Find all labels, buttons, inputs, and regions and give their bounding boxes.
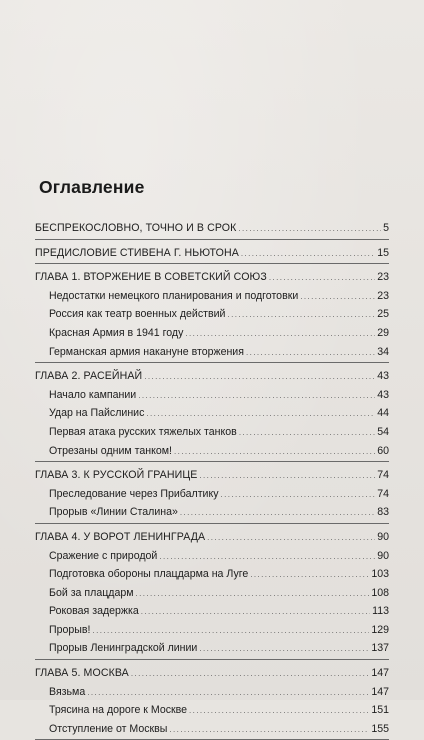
toc-entry-page: 60 (377, 444, 389, 457)
toc-entry-page: 103 (371, 568, 389, 581)
toc-entry-page: 113 (372, 605, 389, 618)
dot-leader (269, 269, 375, 288)
toc-entry-text: Отрезаны одним танком! (49, 444, 172, 457)
dot-leader (189, 702, 369, 721)
dot-leader (174, 443, 375, 462)
toc-subentry (35, 602, 389, 621)
dot-leader (131, 665, 369, 684)
toc-entry-page: 137 (371, 642, 389, 655)
toc-section (35, 219, 389, 240)
dot-leader (159, 548, 375, 567)
toc-entry-page: 5 (383, 222, 389, 234)
toc-section (35, 244, 389, 265)
toc-entry-page: 54 (377, 425, 389, 438)
toc-entry-text: ПРЕДИСЛОВИЕ СТИВЕНА Г. НЬЮТОНА (35, 246, 239, 259)
toc-section (35, 466, 389, 524)
toc-entry-text: Вязьма (49, 685, 86, 698)
toc-entry-text: Прорыв «Линии Сталина» (49, 506, 178, 519)
toc-entry-text: Преследование через Прибалтику (49, 487, 219, 500)
toc-entry-text: Первая атака русских тяжелых танков (49, 425, 237, 438)
dot-leader (250, 566, 369, 585)
dot-leader (180, 504, 375, 523)
toc-subentry (35, 584, 389, 603)
toc-entry-text: Красная Армия в 1941 году (49, 326, 184, 339)
toc-chapter-entry (35, 664, 389, 683)
toc-section (35, 528, 389, 660)
toc-entry-text: Германская армия накануне вторжения (49, 345, 244, 358)
toc-subentry (35, 565, 389, 584)
toc-chapter-entry (35, 528, 389, 547)
toc-entry-page: 23 (377, 271, 389, 284)
toc-entry-page: 74 (377, 469, 389, 482)
dot-leader (169, 721, 369, 740)
toc-entry-text: Прорыв Ленинградской линии (49, 642, 198, 655)
toc-entry-text: БЕСПРЕКОСЛОВНО, ТОЧНО И В СРОК (35, 222, 237, 234)
toc-entry-page: 83 (377, 506, 389, 519)
toc-subentry (35, 639, 389, 658)
dot-leader (141, 603, 370, 622)
toc-section (35, 664, 389, 740)
toc-subentry (35, 621, 389, 640)
toc-subentry (35, 386, 389, 405)
toc-entry-text: Недостатки немецкого планирования и подготовки (49, 289, 299, 302)
toc-subentry (35, 683, 389, 702)
dot-leader (146, 405, 375, 424)
toc-subentry (35, 720, 389, 739)
toc-entry-page: 90 (377, 530, 389, 543)
toc-entry-page: 147 (371, 685, 389, 698)
dot-leader (92, 622, 369, 641)
page-title: Оглавление (39, 177, 145, 197)
toc-subentry (35, 423, 389, 442)
toc-entry-text: ГЛАВА 4. У ВОРОТ ЛЕНИНГРАДА (35, 530, 206, 543)
toc-subentry (35, 442, 389, 461)
toc-entry-page: 90 (377, 549, 389, 562)
toc-entry-page: 43 (377, 388, 389, 401)
toc-entry-page: 108 (371, 586, 389, 599)
toc-chapter-entry (35, 466, 389, 485)
toc-entry-text: Трясина на дороге к Москве (49, 704, 188, 717)
toc-entry (35, 219, 389, 238)
dot-leader (238, 220, 381, 239)
dot-leader (144, 368, 375, 387)
toc-entry-page: 29 (377, 326, 389, 339)
dot-leader (199, 640, 369, 659)
toc-entry-page: 74 (377, 487, 389, 500)
toc-subentry (35, 701, 389, 720)
toc-section (35, 268, 389, 363)
toc-entry-text: Сражение с природой (49, 549, 158, 562)
dot-leader (199, 467, 375, 486)
dot-leader (227, 306, 375, 325)
toc-subentry (35, 503, 389, 522)
toc-subentry (35, 404, 389, 423)
toc-subentry (35, 343, 389, 362)
toc-entry-text: Подготовка обороны плацдарма на Луге (49, 568, 249, 581)
toc-subentry (35, 305, 389, 324)
dot-leader (138, 387, 375, 406)
toc-subentry (35, 485, 389, 504)
toc-entry-page: 44 (377, 407, 389, 420)
toc-entry-text: Россия как театр военных действий (49, 308, 226, 321)
toc-entry-page: 155 (371, 722, 389, 735)
dot-leader (207, 529, 375, 548)
dot-leader (239, 424, 375, 443)
toc-chapter-entry (35, 268, 389, 287)
dot-leader (246, 344, 375, 363)
toc-entry-page: 129 (371, 623, 389, 636)
toc-entry-text: Роковая задержка (49, 605, 139, 618)
dot-leader (300, 288, 375, 307)
toc-entry (35, 244, 389, 263)
toc-entry-text: Отступление от Москвы (49, 722, 168, 735)
toc-section (35, 367, 389, 462)
toc-entry-page: 147 (371, 667, 389, 680)
dot-leader (185, 325, 375, 344)
toc-entry-text: ГЛАВА 3. К РУССКОЙ ГРАНИЦЕ (35, 469, 198, 482)
dot-leader (87, 684, 369, 703)
toc-subentry (35, 287, 389, 306)
toc-entry-text: ГЛАВА 2. РАСЕЙНАЙ (35, 370, 143, 383)
toc-entry-page: 151 (371, 704, 389, 717)
toc-subentry (35, 324, 389, 343)
toc-entry-text: Бой за плацдарм (49, 586, 134, 599)
table-of-contents (35, 219, 389, 740)
toc-entry-text: ГЛАВА 5. МОСКВА (35, 667, 129, 680)
toc-entry-text: Прорыв! (49, 623, 91, 636)
dot-leader (221, 486, 376, 505)
toc-entry-page: 23 (377, 289, 389, 302)
toc-entry-text: Удар на Пайслинис (49, 407, 145, 420)
toc-subentry (35, 547, 389, 566)
toc-chapter-entry (35, 367, 389, 386)
toc-entry-page: 15 (377, 246, 389, 259)
toc-entry-page: 25 (377, 308, 389, 321)
dot-leader (241, 245, 375, 264)
toc-entry-page: 34 (377, 345, 389, 358)
toc-entry-text: Начало кампании (49, 388, 137, 401)
dot-leader (136, 585, 370, 604)
toc-entry-text: ГЛАВА 1. ВТОРЖЕНИЕ В СОВЕТСКИЙ СОЮЗ (35, 271, 267, 284)
toc-entry-page: 43 (377, 370, 389, 383)
